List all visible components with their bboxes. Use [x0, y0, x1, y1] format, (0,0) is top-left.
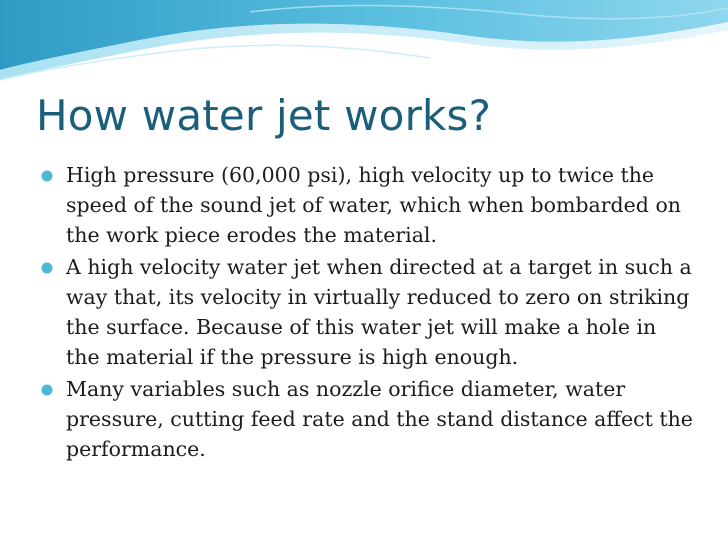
header-wave-decoration [0, 0, 728, 90]
bullet-dot-icon [41, 262, 53, 274]
bullet-item [40, 374, 695, 464]
bullet-text: A high velocity water jet when directed at a target in such a way that, its velocity in virtually reduced to zero on striking the surface. Because of this water jet will make a hole in the material if the pressure is high enough. [66, 255, 692, 369]
bullet-item [40, 252, 695, 372]
slide-title: How water jet works? [36, 91, 492, 140]
bullet-text: High pressure (60,000 psi), high velocity up to twice the speed of the sound jet of water, which when bombarded on the work piece erodes the material. [66, 163, 681, 247]
bullet-item [40, 160, 695, 250]
bullet-dot-icon [41, 384, 53, 396]
bullet-dot-icon [41, 170, 53, 182]
bullet-text: Many variables such as nozzle orifice diameter, water pressure, cutting feed rate and the stand distance affect the performance. [66, 377, 693, 461]
bullet-list [40, 160, 695, 466]
